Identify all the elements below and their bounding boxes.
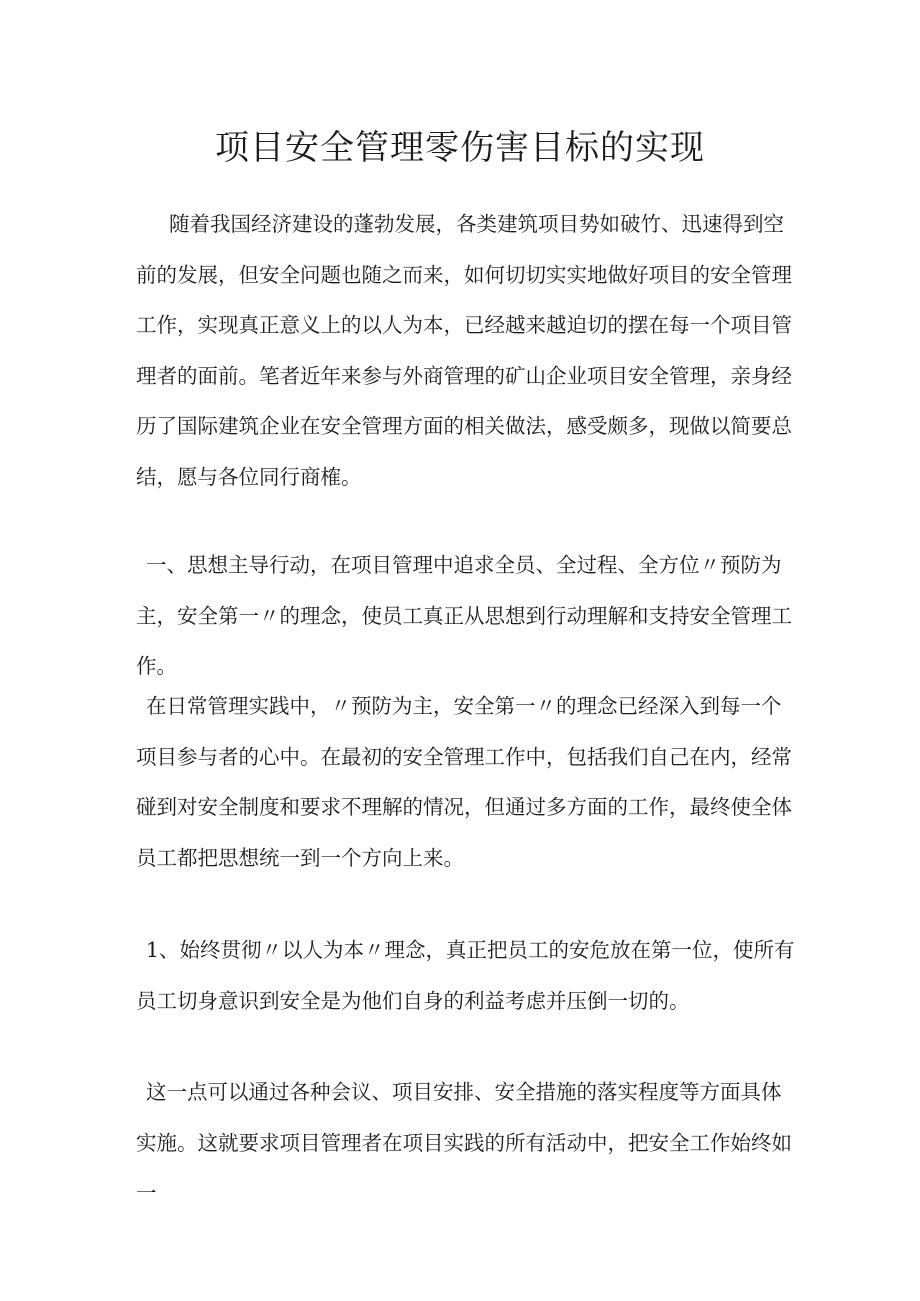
document-title: 项目安全管理零伤害目标的实现 <box>215 128 705 168</box>
paragraph-point-one: 1、始终贯彻〃以人为本〃理念，真正把员工的安危放在第一位，使所有员工切身意识到安全是为他们自身的利益考虑并压倒一切的。 <box>136 938 795 1013</box>
paragraph-implementation: 这一点可以通过各种会议、项目安排、安全措施的落实程度等方面具体实施。这就要求项目管理者在项目实践的所有活动中，把安全工作始终如一 <box>136 1080 792 1205</box>
paragraph-practice: 在日常管理实践中，〃预防为主，安全第一〃的理念已经深入到每一个项目参与者的心中。在最初的安全管理工作中，包括我们自己在内，经常碰到对安全制度和要求不理解的情况，但通过多方面的工作，最终使全体员工都把思想统一到一个方向上来。 <box>136 694 792 870</box>
paragraph-section-heading: 一、思想主导行动，在项目管理中追求全员、全过程、全方位〃预防为主，安全第一〃的理念，使员工真正从思想到行动理解和支持安全管理工作。 <box>136 553 792 678</box>
paragraph-intro: 随着我国经济建设的蓬勃发展，各类建筑项目势如破竹、迅速得到空前的发展，但安全问题也随之而来，如何切切实实地做好项目的安全管理工作，实现真正意义上的以人为本，已经越来越迫切的摆在每一个项目管理者的面前。笔者近年来参与外商管理的矿山企业项目安全管理，亲身经历了国际建筑企业在安全管理方面的相关做法，感受颇多，现做以简要总结，愿与各位同行商榷。 <box>136 212 792 489</box>
